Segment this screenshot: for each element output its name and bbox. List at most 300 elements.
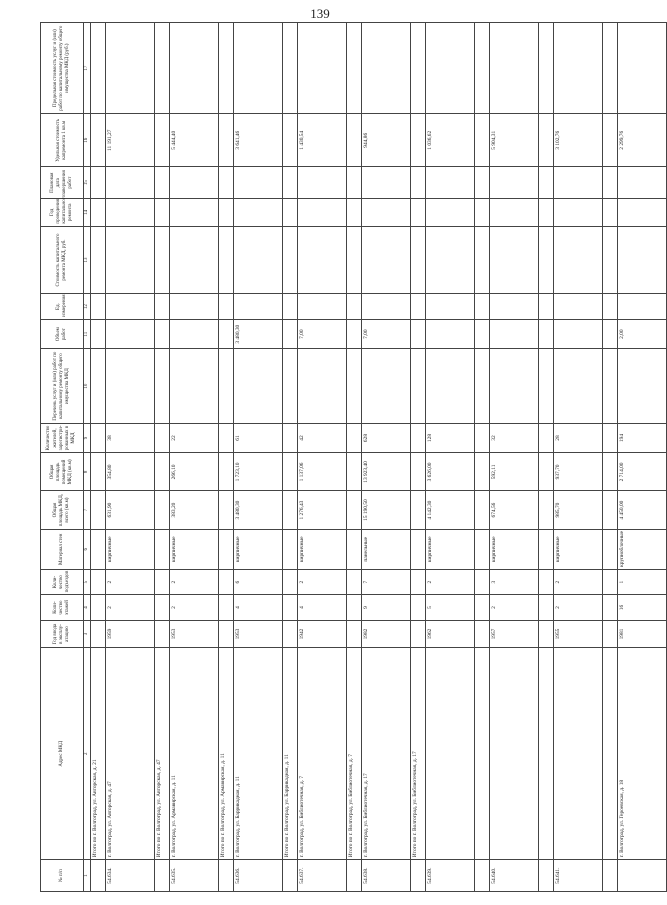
table-cell [554,226,603,294]
table-cell [347,114,362,167]
table-cell [234,199,283,227]
table-cell: 3 480,30 [234,491,283,529]
table-row [554,23,603,892]
table-cell [475,491,490,529]
table-cell [411,491,426,529]
table-cell [475,349,490,423]
table-cell [411,199,426,227]
table-cell: 3 102,76 [554,114,603,167]
table-cell: 54.639. [426,860,475,892]
table-cell [283,294,298,319]
table-cell [91,114,106,167]
table-cell [283,595,298,620]
table-cell [603,569,618,594]
table-cell: 1 430,54 [298,114,347,167]
table-cell [490,226,539,294]
table-cell [618,199,667,227]
table-row [234,23,283,892]
table-cell [618,860,667,892]
table-cell [618,23,667,114]
table-row [490,23,539,892]
table-cell: 383,20 [170,491,219,529]
table-cell [539,595,554,620]
table-cell [283,569,298,594]
table-cell [603,860,618,892]
table-cell: 2 [106,569,155,594]
table-cell [411,453,426,491]
table-cell: 2 [170,569,219,594]
table-cell: 592,11 [490,453,539,491]
table-cell: 3 480,30 [234,319,283,349]
summary-row [475,23,490,892]
table-cell: 2 [106,595,155,620]
table-cell [618,226,667,294]
column-header: Количество жителей, зарегистри-рованных в МКД [41,423,84,453]
table-cell [603,294,618,319]
table-cell [106,319,155,349]
table-cell: Итого по г. Волгоград, ул. Библиотечная, д. 17 [411,648,426,860]
table-cell [91,453,106,491]
table-cell [91,620,106,648]
table-cell: 54.634. [106,860,155,892]
table-cell: 13 923,40 [362,453,411,491]
table-cell: 1953 [234,620,283,648]
table-cell [554,23,603,114]
table-cell [170,294,219,319]
table-cell: 194 [618,423,667,453]
table-cell: 1957 [490,620,539,648]
table-cell [411,167,426,199]
table-cell [411,529,426,569]
table-cell [539,569,554,594]
table-cell [347,569,362,594]
table-cell: 5 444,40 [170,114,219,167]
table-cell: 354,80 [106,453,155,491]
table-cell [155,349,170,423]
table-cell [475,860,490,892]
table-cell [475,226,490,294]
table-cell [603,423,618,453]
table-cell: 1953 [170,620,219,648]
table-cell: 54.636. [234,860,283,892]
table-cell [347,620,362,648]
table-cell [219,167,234,199]
table-cell [91,199,106,227]
table-cell [347,423,362,453]
table-row [618,23,667,892]
table-cell [91,595,106,620]
table-cell [362,294,411,319]
table-cell: 7 [362,569,411,594]
table-cell [539,453,554,491]
table-cell [475,319,490,349]
table-cell [347,349,362,423]
table-cell: г. Волгоград, ул. Армавирская, д. 11 [170,648,219,860]
column-header: Материал стен [41,529,84,569]
table-cell [219,423,234,453]
table-cell [347,319,362,349]
column-number: 1 [84,860,91,892]
table-cell [490,23,539,114]
table-cell: 1942 [298,620,347,648]
table-cell [490,349,539,423]
table-cell [539,319,554,349]
table-cell: 22 [170,423,219,453]
summary-row [155,23,170,892]
table-cell [283,860,298,892]
table-cell [234,349,283,423]
table-cell [219,294,234,319]
header-row [41,23,84,892]
table-row [298,23,347,892]
table-cell [155,114,170,167]
table-cell: 2 [554,595,603,620]
table-cell [347,199,362,227]
column-header: Общая площадь помещений МКД (кв.м) [41,453,84,491]
table-cell [234,23,283,114]
table-cell [283,199,298,227]
table-cell: 54.638. [362,860,411,892]
table-cell [475,114,490,167]
table-cell [155,453,170,491]
table-cell [219,860,234,892]
table-cell: панельные [362,529,411,569]
table-cell [170,199,219,227]
table-cell [91,319,106,349]
table-cell: кирпичные [298,529,347,569]
table-cell [411,114,426,167]
table-cell [155,620,170,648]
table-row [106,23,155,892]
column-header: Год проведения капитального ремонта [41,199,84,227]
table-cell [106,226,155,294]
table-cell [298,23,347,114]
table-cell [539,294,554,319]
table-cell [362,226,411,294]
table-cell: 128 [426,423,475,453]
table-cell [155,529,170,569]
table-cell [411,569,426,594]
table-row [362,23,411,892]
table-cell [411,423,426,453]
table-cell [106,199,155,227]
table-cell [475,620,490,648]
column-number: 11 [84,319,91,349]
table-cell [155,569,170,594]
table-cell [475,648,490,860]
table-cell [219,319,234,349]
table-cell [219,529,234,569]
table-cell [219,349,234,423]
table-cell [298,226,347,294]
table-cell [603,226,618,294]
table-cell [155,595,170,620]
table-cell [411,860,426,892]
table-cell: 42 [298,423,347,453]
table-cell [298,349,347,423]
table-cell [347,23,362,114]
column-header: Ед. измерения [41,294,84,319]
table-cell: г. Волгоград, ул. Героевская, д. 18 [618,648,667,860]
table-cell: 54.641. [554,860,603,892]
column-number: 8 [84,453,91,491]
table-cell [170,167,219,199]
table-cell [91,860,106,892]
table-cell [554,294,603,319]
table-cell [490,648,539,860]
table-cell [539,167,554,199]
table-cell [603,319,618,349]
table-cell [426,167,475,199]
column-number: 7 [84,491,91,529]
table-cell: 2 [170,595,219,620]
table-cell: 9 [362,595,411,620]
table-cell: Итого по г. Волгоград, ул. Армавирская, д. 11 [219,648,234,860]
table-cell: 1 276,43 [298,491,347,529]
table-cell [426,23,475,114]
capital-repair-table [40,22,667,892]
table-cell [554,648,603,860]
column-header: Удельная стоимость капремонта 1 кв.м [41,114,84,167]
summary-row [411,23,426,892]
table-cell [539,114,554,167]
table-cell [411,595,426,620]
table-cell [554,349,603,423]
table-cell: 266,10 [170,453,219,491]
table-cell [539,648,554,860]
table-cell [347,491,362,529]
table-cell [298,199,347,227]
table-cell [170,319,219,349]
table-cell: 61 [234,423,283,453]
table-cell [426,199,475,227]
column-number: 12 [84,294,91,319]
table-cell [475,294,490,319]
table-cell [411,294,426,319]
table-cell [618,294,667,319]
table-cell: 1959 [106,620,155,648]
table-cell [539,226,554,294]
table-cell: 15 190,50 [362,491,411,529]
table-cell [539,491,554,529]
table-cell: 4 [298,595,347,620]
table-cell [91,226,106,294]
table-cell [347,595,362,620]
table-cell [219,569,234,594]
table-cell [219,491,234,529]
table-cell [539,529,554,569]
summary-row [91,23,106,892]
column-number: 14 [84,199,91,227]
column-number: 5 [84,569,91,594]
table-cell [426,294,475,319]
table-cell [475,199,490,227]
table-cell [539,860,554,892]
table-cell: 1982 [362,620,411,648]
table-cell [170,349,219,423]
summary-row [347,23,362,892]
summary-row [283,23,298,892]
table-cell: кирпичные [426,529,475,569]
table-cell: 1981 [618,620,667,648]
table-cell: 2 [426,569,475,594]
column-header: Предельная стоимость услуг и (или) работ по капитальному ремонту общего имущества МКД (руб.) [41,23,84,114]
summary-row [219,23,234,892]
column-header: Год ввода в эксплу-атацию [41,620,84,648]
table-cell [283,423,298,453]
table-cell [155,319,170,349]
table-cell [91,349,106,423]
table-cell: 1 036,62 [426,114,475,167]
column-number: 6 [84,529,91,569]
table-cell [490,319,539,349]
table-cell [170,23,219,114]
table-cell [426,349,475,423]
table-cell [91,167,106,199]
table-cell [106,349,155,423]
table-cell: 54.635. [170,860,219,892]
table-cell: 937,70 [554,453,603,491]
column-header: Коли-чество подъездов [41,569,84,594]
table-cell: 7,00 [298,319,347,349]
column-number: 4 [84,595,91,620]
table-cell: 3 626,00 [426,453,475,491]
table-cell: 32 [490,423,539,453]
table-cell: кирпичные [170,529,219,569]
table-cell: 54.640. [490,860,539,892]
table-cell [106,167,155,199]
table-cell: 38 [106,423,155,453]
table-cell [234,226,283,294]
table-cell [618,349,667,423]
table-cell [347,167,362,199]
table-cell [603,491,618,529]
table-cell: 54.637. [298,860,347,892]
table-cell [347,226,362,294]
table-cell [298,167,347,199]
table-cell [283,226,298,294]
table-cell [411,23,426,114]
table-cell [426,648,475,860]
table-cell [283,319,298,349]
table-cell [155,294,170,319]
column-number: 15 [84,167,91,199]
table-row [426,23,475,892]
table-cell [490,294,539,319]
table-cell: крупноблочные [618,529,667,569]
table-cell: г. Волгоград, ул. Баррикадная, д. 11 [234,648,283,860]
table-cell [283,167,298,199]
table-cell [219,226,234,294]
table-cell: 1 137,06 [298,453,347,491]
table-cell: 5 904,31 [490,114,539,167]
column-header: Плановая дата завершения работ [41,167,84,199]
table-cell: 2 299,76 [618,114,667,167]
table-cell [475,23,490,114]
table-cell: 631,90 [106,491,155,529]
table-cell [347,860,362,892]
table-cell: 628 [362,423,411,453]
table-cell [362,23,411,114]
table-cell [603,349,618,423]
table-cell: 16 [618,595,667,620]
table-cell [411,319,426,349]
table-cell [603,648,618,860]
table-cell: кирпичные [106,529,155,569]
column-header: № п/п [41,860,84,892]
column-number: 2 [84,648,91,860]
table-cell: 985,70 [554,491,603,529]
table-cell: г. Волгоград, ул. Библиотечная, д. 17 [362,648,411,860]
table-cell [283,349,298,423]
table-cell: 5 [426,595,475,620]
table-row [170,23,219,892]
table-cell [219,114,234,167]
table-cell [603,453,618,491]
table-cell [219,595,234,620]
table-cell [603,199,618,227]
table-cell [554,167,603,199]
table-cell [91,491,106,529]
table-cell: 2 714,00 [618,453,667,491]
table-cell: 4 142,30 [426,491,475,529]
table-cell [155,199,170,227]
table-cell: 674,56 [490,491,539,529]
rotated-table-container [40,22,626,892]
table-cell: 28 [554,423,603,453]
table-cell [618,167,667,199]
table-cell [475,569,490,594]
table-cell: Итого по г. Волгоград, ул. Авторская, д. 47 [155,648,170,860]
table-cell [283,23,298,114]
table-cell [106,23,155,114]
table-cell [362,199,411,227]
column-number: 17 [84,23,91,114]
column-header: Коли-чество этажей [41,595,84,620]
table-cell [603,23,618,114]
column-header: Стоимость капитального ремонта МКД, руб. [41,226,84,294]
table-cell [91,23,106,114]
table-cell [155,167,170,199]
column-header: Перечень услуг и (или) работ по капитальному ремонту общего имущества МКД [41,349,84,423]
table-cell: 1955 [554,620,603,648]
table-cell [603,529,618,569]
table-cell [234,294,283,319]
table-cell: 2 [554,569,603,594]
table-cell: 7,00 [362,319,411,349]
table-cell [475,453,490,491]
table-cell [603,595,618,620]
table-cell [411,226,426,294]
table-cell [155,491,170,529]
table-cell [283,453,298,491]
table-cell [283,491,298,529]
table-cell: 4 450,00 [618,491,667,529]
table-cell [298,294,347,319]
table-cell [155,23,170,114]
page-number: 139 [310,6,330,21]
table-cell [91,529,106,569]
table-cell [554,319,603,349]
summary-row [603,23,618,892]
column-header: Адрес МКД [41,648,84,860]
table-cell [362,349,411,423]
table-cell: 4 [234,595,283,620]
table-cell: 3 641,46 [234,114,283,167]
summary-row [539,23,554,892]
table-cell: Итого по г. Волгоград, ул. Баррикадная, д. 11 [283,648,298,860]
table-cell: 1962 [426,620,475,648]
